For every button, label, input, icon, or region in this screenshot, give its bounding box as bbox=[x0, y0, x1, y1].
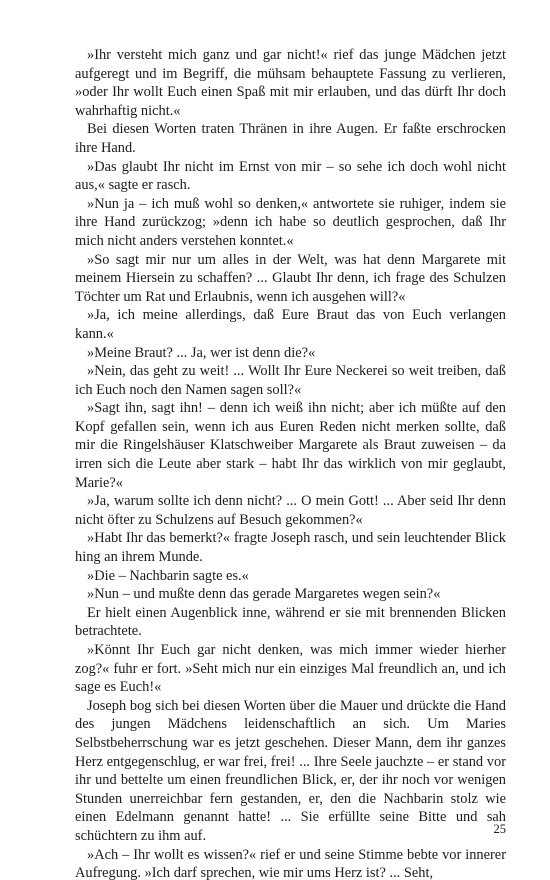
paragraph: »Ja, ich meine allerdings, daß Eure Braut das von Euch verlangen kann.« bbox=[75, 307, 506, 342]
paragraph: »Ja, warum sollte ich denn nicht? ... O mein Gott! ... Aber seid Ihr denn nicht öfter zu Schulzens auf Besuch gekommen?« bbox=[75, 493, 506, 528]
paragraph: »Das glaubt Ihr nicht im Ernst von mir – so sehe ich doch wohl nicht aus,« sagte er rasch. bbox=[75, 158, 506, 194]
paragraph: »Meine Braut? ... Ja, wer ist denn die?« bbox=[87, 344, 316, 361]
paragraph: »Ach – Ihr wollt es wissen?« rief er und seine Stimme bebte vor innerer Aufregung. »Ich darf sprechen, wie mir ums Herz ist? ... Seht, bbox=[75, 846, 506, 880]
paragraph: »Könnt Ihr Euch gar nicht denken, was mich immer wieder hierher zog?« fuhr er fort. »Seht mich nur ein einziges Mal freundlich an, und ich sage es Euch!« bbox=[75, 642, 506, 696]
paragraph: »Nein, das geht zu weit! ... Wollt Ihr Eure Neckerei so weit treiben, daß ich Euch noch den Namen sagen soll?« bbox=[75, 363, 506, 398]
paragraph: »Die – Nachbarin sagte es.« bbox=[87, 567, 249, 584]
body-text bbox=[75, 46, 506, 880]
paragraph: »Nun – und mußte denn das gerade Margaretes wegen sein?« bbox=[87, 586, 441, 603]
paragraph: »So sagt mir nur um alles in der Welt, was hat denn Margarete mit meinem Hiersein zu schaffen? ... Glaubt Ihr denn, ich frage des Schulzen Töchter um Rat und Erlaubnis, wenn ich ausgehen will?« bbox=[75, 251, 506, 305]
paragraph: »Ihr versteht mich ganz und gar nicht!« rief das junge Mädchen jetzt aufgeregt und im Begriff, die mühsam behauptete Fassung zu verlieren, »oder Ihr wollt Euch einen Spaß mit mir erlauben, und das dürft Ihr doch wahrhaftig nicht.« bbox=[75, 47, 506, 119]
page-number: 25 bbox=[493, 822, 506, 836]
paragraph: »Habt Ihr das bemerkt?« fragte Joseph rasch, und sein leuchtender Blick hing an ihrem Munde. bbox=[75, 530, 506, 566]
paragraph: »Sagt ihn, sagt ihn! – denn ich weiß ihn nicht; aber ich müßte auf den Kopf gefallen sein, wenn ich aus Euren Reden nicht merken sollte, daß mir die Ringelshäuser Klatschweiber Margarete als Braut zuweisen – da irren sich die Leute aber stark – habt Ihr das wirklich von mir geglaubt, Marie?« bbox=[75, 400, 506, 491]
paragraph: Er hielt einen Augenblick inne, während er sie mit brennenden Blicken betrachtete. bbox=[75, 604, 506, 640]
paragraph: »Nun ja – ich muß wohl so denken,« antwortete sie ruhiger, indem sie ihre Hand zurückzog; »denn ich habe so deutlich gesprochen, daß Ihr mich nicht anders verstehen konntet.« bbox=[75, 195, 506, 249]
paragraph: Bei diesen Worten traten Thränen in ihre Augen. Er faßte erschrocken ihre Hand. bbox=[75, 121, 506, 156]
paragraph: Joseph bog sich bei diesen Worten über die Mauer und drückte die Hand des jungen Mädchens leidenschaftlich an sich. Um Maries Selbstbeherrschung war es jetzt geschehen. Dieser Mann, dem ihr ganzes Herz entgegenschlug, er war frei, frei! ... Ihre Seele jauchzte – er stand vor ihr und bettelte um einen freundlichen Blick, er, der ihr noch vor wenigen Stunden unerreichbar fern gestanden, er, den die Nachbarin stolz wie einen Edelmann genannt hatte! ... Sie erfüllte seine Bitte und sah schüchtern zu ihm auf. bbox=[75, 697, 506, 844]
